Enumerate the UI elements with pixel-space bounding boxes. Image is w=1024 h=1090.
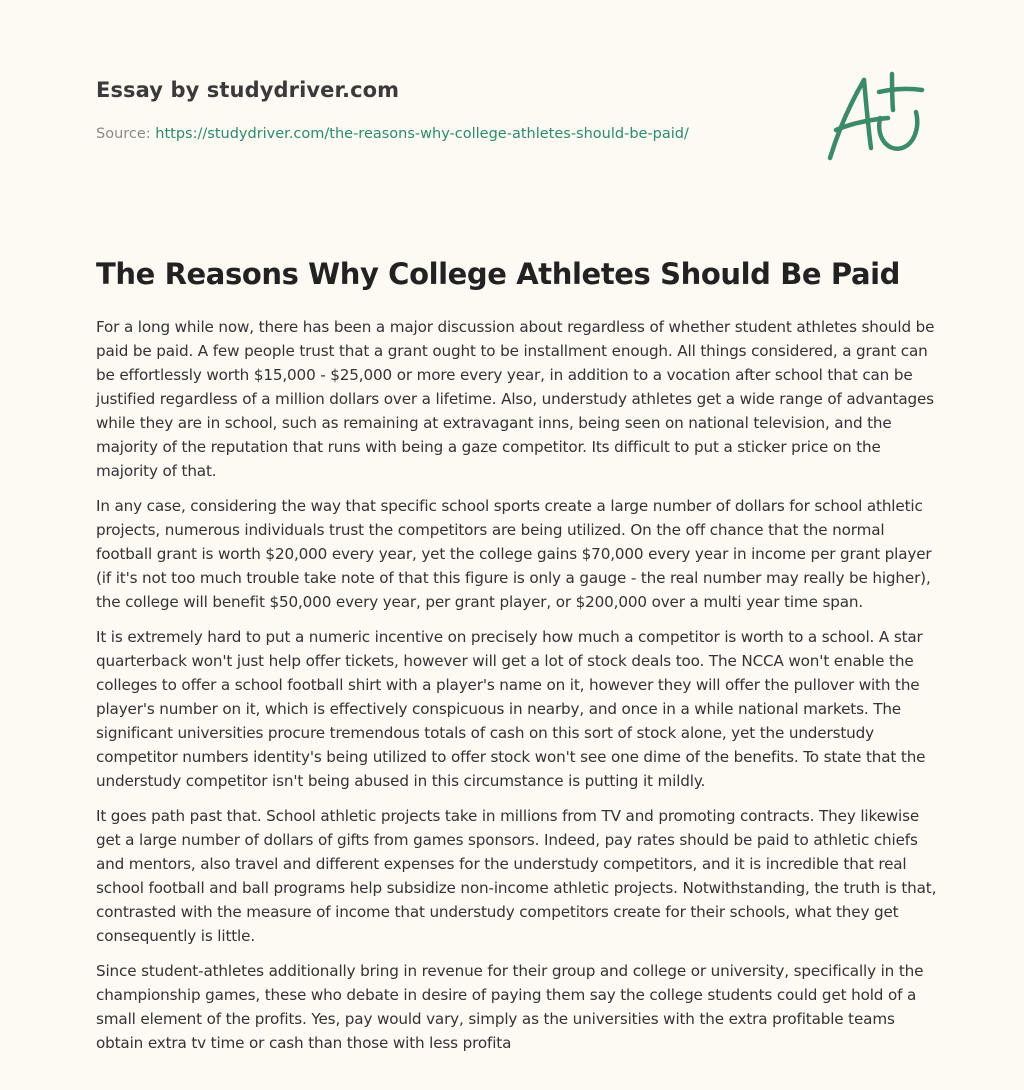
essay-paragraph: Since student-athletes additionally bring in revenue for their group and college or university, specifically in the championship games, these who debate in desire of paying them say the college students could get hold of a small element of the profits. Yes, pay would vary, simply as the universities with the extra profitable teams obtain extra tv time or cash than those with less profita <box>96 962 924 1052</box>
essay-paragraph: It is extremely hard to put a numeric incentive on precisely how much a competitor is worth to a school. A star quarterback won't just help offer tickets, however will get a lot of stock deals too. The NCCA won't enable the colleges to offer a school football shirt with a player's name on it, however they will offer the pullover with the player's number on it, which is effectively conspicuous in nearby, and once in a while national markets. The significant universities procure tremendous totals of cash on this sort of stock alone, yet the understudy competitor numbers identity's being utilized to offer stock won't see one dime of the benefits. To state that the understudy competitor isn't being abused in this circumstance is putting it mildly. <box>96 628 926 790</box>
essay-paragraph: It goes path past that. School athletic projects take in millions from TV and promoting contracts. They likewise get a large number of dollars of gifts from games sponsors. Indeed, pay rates should be paid to athletic chiefs and mentors, also travel and different expenses for the understudy competitors, and it is incredible that real school football and ball programs help subsidize non-income athletic projects. Notwithstanding, the truth is that, contrasted with the measure of income that understudy competitors create for their schools, what they get consequently is little. <box>96 807 937 945</box>
source-label: Source: <box>96 126 156 142</box>
essay-header <box>96 74 796 144</box>
essay-paragraph: In any case, considering the way that specific school sports create a large number of dollars for school athletic projects, numerous individuals trust the competitors are being utilized. On the off chance that the normal football grant is worth $20,000 every year, yet the college gains $70,000 every year in income per grant player (if it's not too much trouble take note of that this figure is only a gauge - the real number may really be higher), the college will benefit $50,000 every year, per grant player, or $200,000 over a multi year time span. <box>96 497 932 611</box>
brand-title: Essay by studydriver.com <box>96 78 400 102</box>
source-link[interactable]: https://studydriver.com/the-reasons-why-college-athletes-should-be-paid/ <box>155 126 689 142</box>
essay-paragraph: For a long while now, there has been a major discussion about regardless of whether student athletes should be paid be paid. A few people trust that a grant ought to be installment enough. All things considered, a grant can be effortlessly worth $15,000 - $25,000 or more every year, in addition to a vocation after school that can be justified regardless of a million dollars over a lifetime. Also, understudy athletes get a wide range of advantages while they are in school, such as remaining at extravagant inns, being seen on national television, and the majority of the reputation that runs with being a gaze competitor. Its difficult to put a sticker price on the majority of that. <box>96 318 935 480</box>
essay-body <box>96 315 938 1066</box>
essay-title: The Reasons Why College Athletes Should Be Paid <box>96 257 901 291</box>
a-plus-logo-icon <box>822 66 926 164</box>
source-line <box>96 124 796 144</box>
